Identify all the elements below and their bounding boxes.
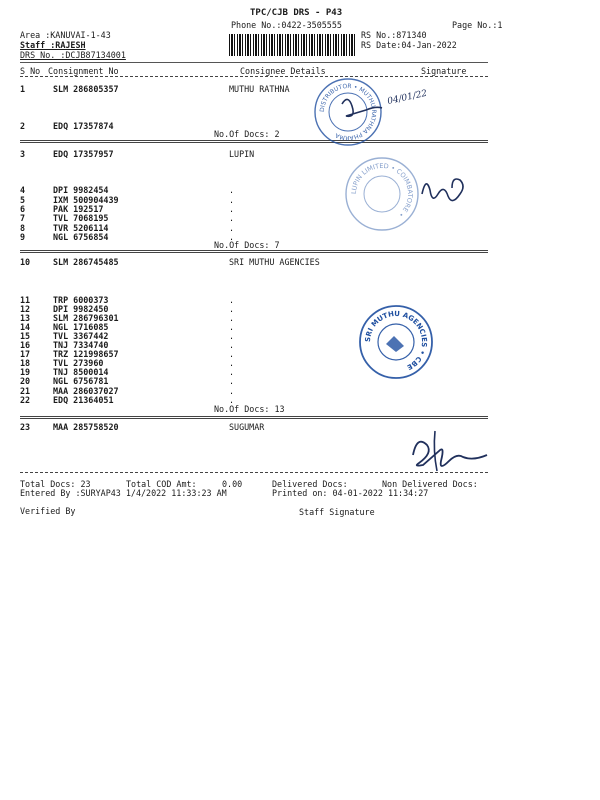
group-divider bbox=[20, 416, 488, 419]
col-consignment: Consignment No bbox=[48, 66, 119, 76]
phone-number: Phone No.:0422-3505555 bbox=[231, 20, 342, 30]
row-dot: . bbox=[229, 386, 235, 396]
row-sno: 6 bbox=[20, 204, 26, 214]
staff-signature-label: Staff Signature bbox=[299, 507, 375, 517]
group-total: No.Of Docs: 7 bbox=[214, 240, 280, 250]
row-dot: . bbox=[229, 195, 235, 205]
document-title: TPC/CJB DRS - P43 bbox=[250, 8, 343, 18]
row-consignment: EDQ 17357874 bbox=[53, 121, 114, 131]
row-consignment: TRP 6000373 bbox=[53, 295, 109, 305]
verified-by: Verified By bbox=[20, 506, 76, 516]
row-sno: 7 bbox=[20, 213, 26, 223]
non-delivered-docs: Non Delivered Docs: bbox=[382, 479, 478, 489]
row-dot: . bbox=[229, 322, 235, 332]
entered-by: Entered By :SURYAP43 1/4/2022 11:33:23 AM bbox=[20, 488, 227, 498]
staff-signature-scribble bbox=[405, 425, 515, 477]
row-consignment: NGL 1716085 bbox=[53, 322, 109, 332]
row-dot: . bbox=[229, 367, 235, 377]
group-divider bbox=[20, 250, 488, 253]
row-consignment: IXM 500904439 bbox=[53, 195, 119, 205]
row-consignment: EDQ 21364051 bbox=[53, 395, 114, 405]
group-total: No.Of Docs: 13 bbox=[214, 404, 285, 414]
row-dot: . bbox=[229, 358, 235, 368]
row-sno: 20 bbox=[20, 376, 31, 386]
row-dot: . bbox=[229, 395, 235, 405]
row-consignment: DPI 9982454 bbox=[53, 185, 109, 195]
row-consignment: TNJ 8500014 bbox=[53, 367, 109, 377]
row-sno: 17 bbox=[20, 349, 31, 359]
row-consignment: TNJ 7334740 bbox=[53, 340, 109, 350]
row-dot: . bbox=[229, 185, 235, 195]
row-sno: 1 bbox=[20, 84, 26, 94]
row-sno: 21 bbox=[20, 386, 31, 396]
row-sno: 16 bbox=[20, 340, 31, 350]
row-consignment: TVL 3367442 bbox=[53, 331, 109, 341]
row-sno: 8 bbox=[20, 223, 26, 233]
row-consignment: MAA 285758520 bbox=[53, 422, 119, 432]
row-sno: 4 bbox=[20, 185, 26, 195]
row-sno: 14 bbox=[20, 322, 31, 332]
stamp1-text: DISTRIBUTOR • MUTHU RATHNA PHARMA bbox=[318, 82, 378, 142]
row-sno: 18 bbox=[20, 358, 31, 368]
row-dot: . bbox=[229, 304, 235, 314]
row-dot: . bbox=[229, 349, 235, 359]
row-sno: 12 bbox=[20, 304, 31, 314]
row-sno: 10 bbox=[20, 257, 31, 267]
row-consignment: NGL 6756854 bbox=[53, 232, 109, 242]
row-consignment: SLM 286796301 bbox=[53, 313, 119, 323]
header-divider bbox=[20, 62, 488, 63]
row-consignment: DPI 9982450 bbox=[53, 304, 109, 314]
drs-number: DRS No. :DCJB87134001 bbox=[20, 50, 126, 60]
barcode bbox=[229, 34, 355, 56]
total-docs: Total Docs: 23 bbox=[20, 479, 91, 489]
stamp-muthu-rathna bbox=[312, 76, 432, 148]
row-sno: 11 bbox=[20, 295, 31, 305]
row-dot: . bbox=[229, 340, 235, 350]
row-sno: 15 bbox=[20, 331, 31, 341]
row-consignment: SLM 286745485 bbox=[53, 257, 119, 267]
stamp-lupin bbox=[340, 154, 480, 234]
row-consignee: MUTHU RATHNA bbox=[229, 84, 290, 94]
row-sno: 19 bbox=[20, 367, 31, 377]
svg-text:LUPIN LIMITED • COIMBATORE • bbox=[350, 162, 414, 219]
row-dot: . bbox=[229, 204, 235, 214]
row-consignment: NGL 6756781 bbox=[53, 376, 109, 386]
row-consignment: TVR 5206114 bbox=[53, 223, 109, 233]
area-label: Area :KANUVAI-1-43 bbox=[20, 30, 111, 40]
rs-date: RS Date:04-Jan-2022 bbox=[361, 40, 457, 50]
row-consignment: PAK 192517 bbox=[53, 204, 104, 214]
row-sno: 13 bbox=[20, 313, 31, 323]
printed-on: Printed on: 04-01-2022 11:34:27 bbox=[272, 488, 429, 498]
svg-text:DISTRIBUTOR • MUTHU RATHNA PHA bbox=[319, 83, 377, 141]
total-cod-value: 0.00 bbox=[222, 479, 243, 489]
stamp2-text: LUPIN LIMITED • COIMBATORE • bbox=[349, 161, 415, 219]
row-consignment: TVL 7068195 bbox=[53, 213, 109, 223]
staff-label: Staff :RAJESH bbox=[20, 40, 86, 50]
col-signature: Signature bbox=[421, 66, 467, 76]
row-dot: . bbox=[229, 376, 235, 386]
row-consignee: LUPIN bbox=[229, 149, 255, 159]
row-consignee: SRI MUTHU AGENCIES bbox=[229, 257, 320, 267]
row-consignee: SUGUMAR bbox=[229, 422, 265, 432]
total-cod-label: Total COD Amt: bbox=[126, 479, 197, 489]
row-consignment: TRZ 121998657 bbox=[53, 349, 119, 359]
stamp1-date: 04/01/22 bbox=[386, 88, 429, 107]
page-number: Page No.:1 bbox=[452, 20, 503, 30]
col-consignee: Consignee Details bbox=[240, 66, 326, 76]
row-dot: . bbox=[229, 313, 235, 323]
row-dot: . bbox=[229, 213, 235, 223]
row-sno: 2 bbox=[20, 121, 26, 131]
delivered-docs: Delivered Docs: bbox=[272, 479, 348, 489]
row-sno: 5 bbox=[20, 195, 26, 205]
stamp3-text: SRI MUTHU AGENCIES • CBE bbox=[363, 309, 429, 372]
row-dot: . bbox=[229, 331, 235, 341]
stamp-sri-muthu-agencies bbox=[356, 298, 436, 384]
rs-number: RS No.:871340 bbox=[361, 30, 427, 40]
group-total: No.Of Docs: 2 bbox=[214, 129, 280, 139]
row-consignment: SLM 286805357 bbox=[53, 84, 119, 94]
row-consignment: TVL 273960 bbox=[53, 358, 104, 368]
row-sno: 22 bbox=[20, 395, 31, 405]
row-sno: 3 bbox=[20, 149, 26, 159]
row-dot: . bbox=[229, 295, 235, 305]
col-sno: S No bbox=[20, 66, 41, 76]
row-dot: . bbox=[229, 223, 235, 233]
row-dot: . bbox=[229, 232, 235, 242]
row-sno: 23 bbox=[20, 422, 31, 432]
row-consignment: MAA 286037027 bbox=[53, 386, 119, 396]
row-consignment: EDQ 17357957 bbox=[53, 149, 114, 159]
row-sno: 9 bbox=[20, 232, 26, 242]
